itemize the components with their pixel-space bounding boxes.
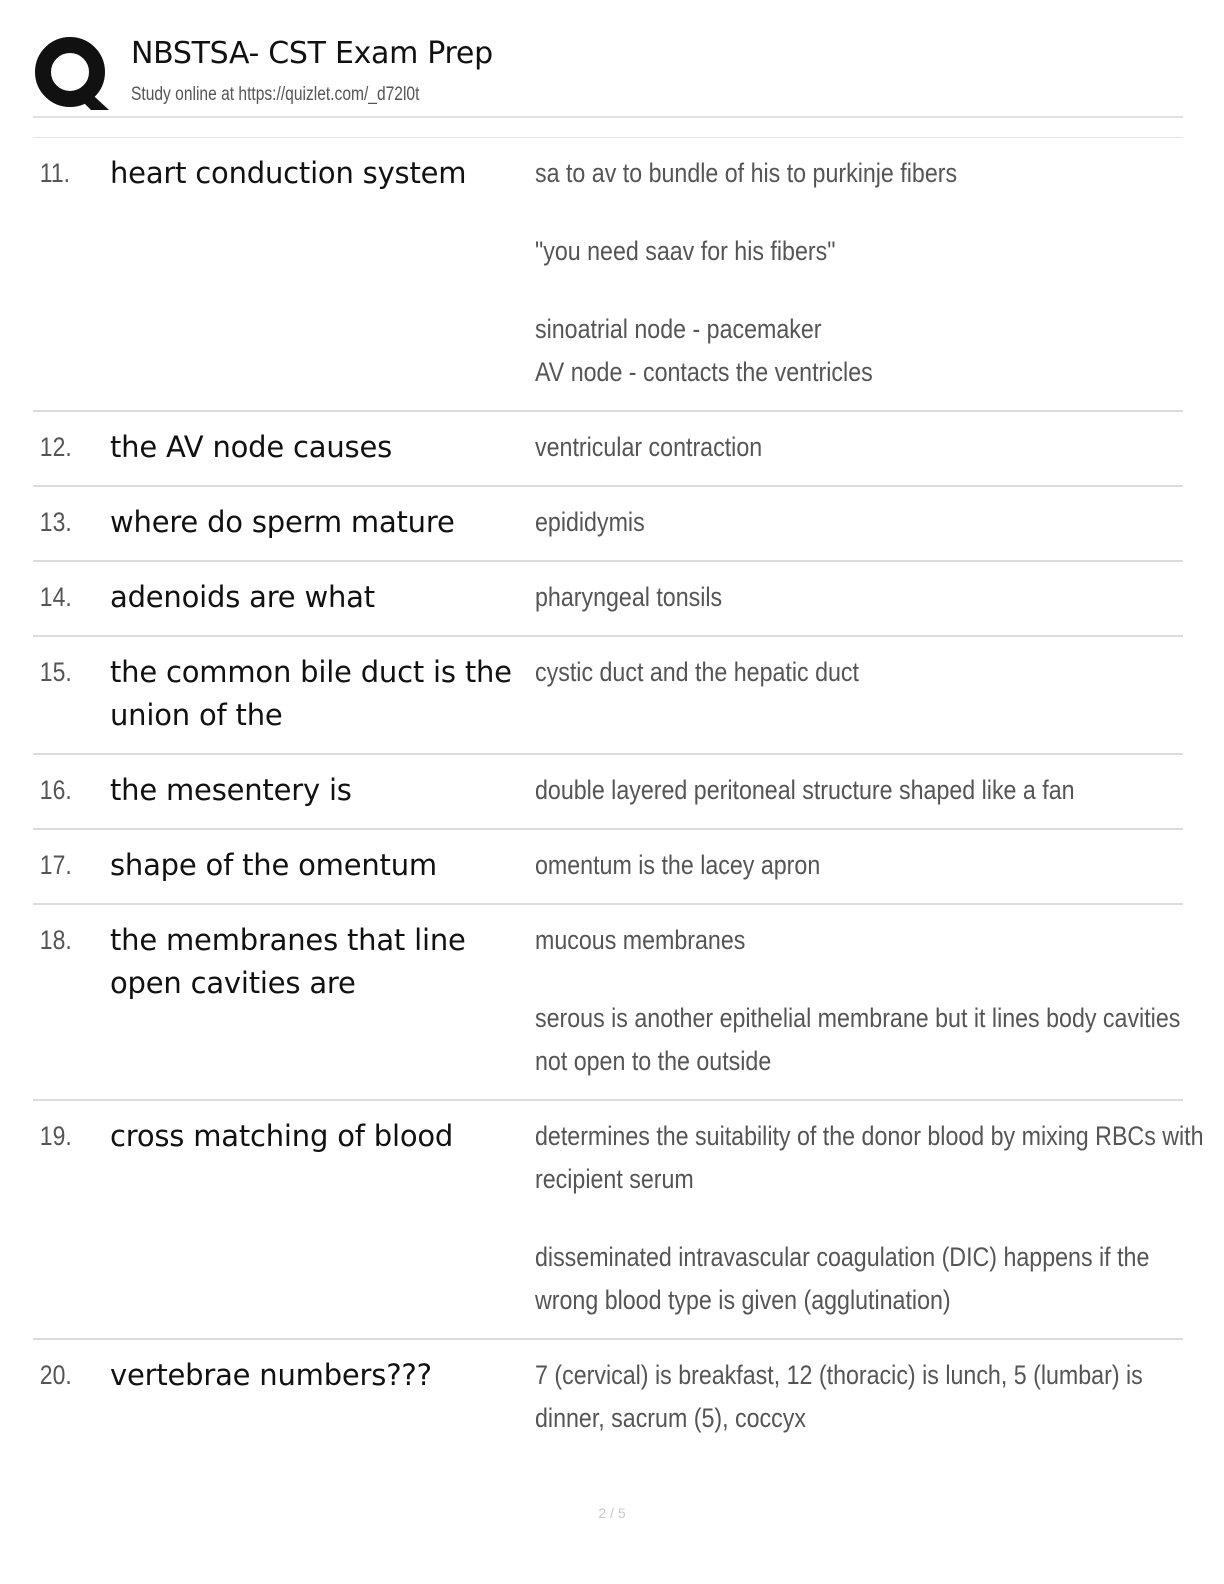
flashcard-row [33,412,1183,487]
definition-line: cystic duct and the hepatic duct [535,657,859,687]
definition-paragraph [535,152,1092,195]
card-number: 17. [39,850,72,880]
card-term: cross matching of blood [110,1119,454,1153]
definition-line: sinoatrial node - pacemaker [535,314,822,344]
card-term: adenoids are what [110,580,375,614]
definition-paragraph [535,997,1181,1083]
card-definition [535,1115,1204,1322]
card-term: vertebrae numbers??? [110,1358,432,1392]
definition-line: omentum is the lacey apron [535,850,821,880]
study-link[interactable]: Study online at https://quizlet.com/_d72l0t [131,84,420,105]
card-number: 16. [39,775,72,805]
flashcard-row [33,1340,1183,1456]
card-term: the AV node causes [110,430,392,464]
definition-line: wrong blood type is given (agglutination) [535,1285,951,1315]
definition-line: mucous membranes [535,925,746,955]
definition-paragraph [535,501,1092,544]
card-number: 19. [39,1121,72,1151]
flashcard-row [33,138,1183,412]
card-number: 20. [39,1360,72,1390]
definition-line: not open to the outside [535,1046,772,1076]
card-number: 11. [39,158,71,188]
definition-line: serous is another epithelial membrane but it lines body cavities [535,1003,1181,1033]
card-term: heart conduction system [110,156,467,190]
card-definition [535,501,1092,544]
card-definition [535,844,1092,887]
definition-paragraph [535,230,1092,273]
flashcard-row [33,1101,1204,1340]
flashcard-list [33,138,1204,1456]
definition-paragraph [535,651,1092,694]
flashcard-row [33,755,1183,830]
flashcard-row [33,905,1183,1101]
quizlet-logo-icon [33,34,113,114]
header-divider [33,116,1183,118]
flashcard-row [33,830,1183,905]
page-header [33,32,1183,122]
definition-line: "you need saav for his fibers" [535,236,836,266]
definition-paragraph [535,1115,1204,1201]
definition-paragraph [535,919,1171,962]
page-number: 2 / 5 [598,1505,626,1521]
definition-line: ventricular contraction [535,432,763,462]
flashcard-row [33,562,1183,637]
definition-paragraph [535,426,1092,469]
card-term: where do sperm mature [110,505,455,539]
card-definition [535,769,1092,812]
definition-paragraph [535,769,1092,812]
card-definition [535,426,1092,469]
definition-paragraph [535,1354,1143,1440]
definition-paragraph [535,308,1092,394]
definition-paragraph [535,1236,1171,1322]
card-definition [535,576,1092,619]
card-number: 14. [39,582,72,612]
definition-line: epididymis [535,507,645,537]
card-definition [535,919,1181,1083]
card-number: 15. [39,657,72,687]
card-term: the membranes that line open cavities are [110,923,466,1000]
definition-paragraph [535,576,1092,619]
definition-line: disseminated intravascular coagulation (DIC) happens if the [535,1242,1150,1272]
card-number: 13. [39,507,72,537]
card-term: the mesentery is [110,773,352,807]
card-definition [535,651,1092,694]
definition-line: sa to av to bundle of his to purkinje fibers [535,158,958,188]
definition-line: 7 (cervical) is breakfast, 12 (thoracic) is lunch, 5 (lumbar) is [535,1360,1143,1390]
flashcard-row [33,637,1183,755]
definition-line: dinner, sacrum (5), coccyx [535,1403,806,1433]
page-title: NBSTSA- CST Exam Prep [131,36,493,71]
definition-line: recipient serum [535,1164,694,1194]
flashcard-row [33,487,1183,562]
definition-line: determines the suitability of the donor blood by mixing RBCs with [535,1121,1204,1151]
card-definition [535,152,1092,394]
definition-paragraph [535,844,1092,887]
definition-line: double layered peritoneal structure shaped like a fan [535,775,1075,805]
definition-line: AV node - contacts the ventricles [535,357,873,387]
card-term: the common bile duct is the union of the [110,655,512,732]
card-number: 18. [39,925,72,955]
card-term: shape of the omentum [110,848,437,882]
definition-line: pharyngeal tonsils [535,582,723,612]
card-number: 12. [39,432,72,462]
card-definition [535,1354,1143,1440]
